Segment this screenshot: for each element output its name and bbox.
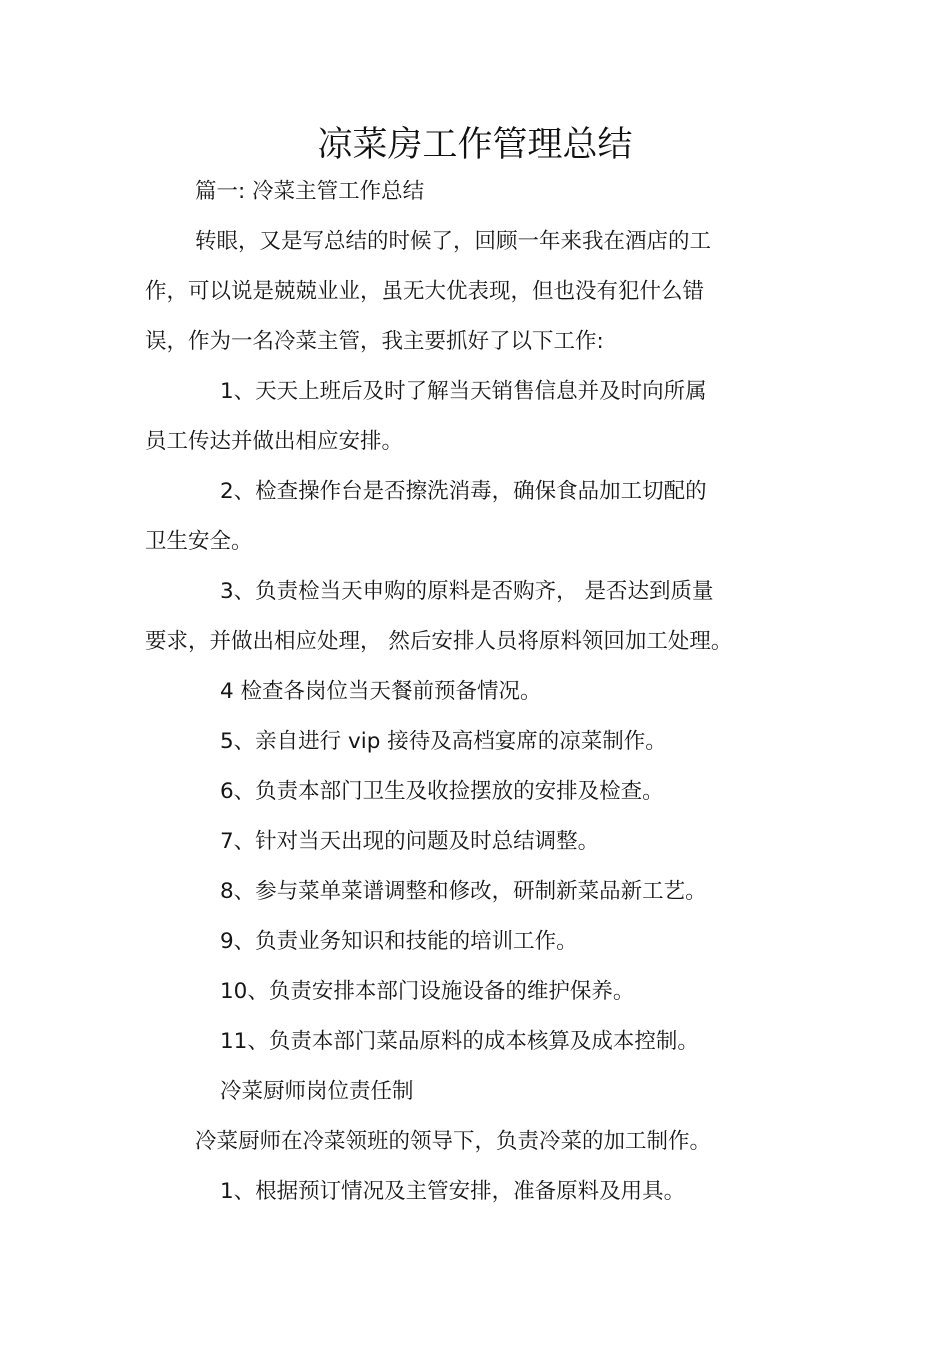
list-item: 2、检查操作台是否擦洗消毒，确保食品加工切配的 <box>220 479 707 504</box>
list-item: 5、亲自进行 vip 接待及高档宴席的凉菜制作。 <box>220 729 667 754</box>
list-item: 6、负责本部门卫生及收捡摆放的安排及检查。 <box>220 779 664 804</box>
list-item: 1、根据预订情况及主管安排，准备原料及用具。 <box>220 1179 686 1204</box>
paragraph-line: 作，可以说是兢兢业业，虽无大优表现，但也没有犯什么错 <box>145 279 705 304</box>
paragraph-line: 冷菜厨师在冷菜领班的领导下，负责冷菜的加工制作。 <box>195 1129 712 1154</box>
list-item-continuation: 卫生安全。 <box>145 529 253 554</box>
list-item: 9、负责业务知识和技能的培训工作。 <box>220 929 578 954</box>
list-item: 8、参与菜单菜谱调整和修改，研制新菜品新工艺。 <box>220 879 707 904</box>
paragraph-line: 误，作为一名冷菜主管，我主要抓好了以下工作: <box>145 329 604 354</box>
list-item: 10、负责安排本部门设施设备的维护保养。 <box>220 979 635 1004</box>
list-item-continuation: 员工传达并做出相应安排。 <box>145 429 404 454</box>
paragraph-line: 转眼，又是写总结的时候了，回顾一年来我在酒店的工 <box>195 229 712 254</box>
list-item: 3、负责检当天申购的原料是否购齐， 是否达到质量 <box>220 579 714 604</box>
list-item: 1、天天上班后及时了解当天销售信息并及时向所属 <box>220 379 707 404</box>
list-item-continuation: 要求，并做出相应处理， 然后安排人员将原料领回加工处理。 <box>145 629 733 654</box>
list-item: 4 检查各岗位当天餐前预备情况。 <box>220 679 542 704</box>
list-item: 11、负责本部门菜品原料的成本核算及成本控制。 <box>220 1029 699 1054</box>
list-item: 7、针对当天出现的问题及时总结调整。 <box>220 829 600 854</box>
section-heading: 冷菜厨师岗位责任制 <box>220 1079 414 1104</box>
document-title: 凉菜房工作管理总结 <box>317 125 633 165</box>
section-heading: 篇一: 冷菜主管工作总结 <box>195 179 425 204</box>
